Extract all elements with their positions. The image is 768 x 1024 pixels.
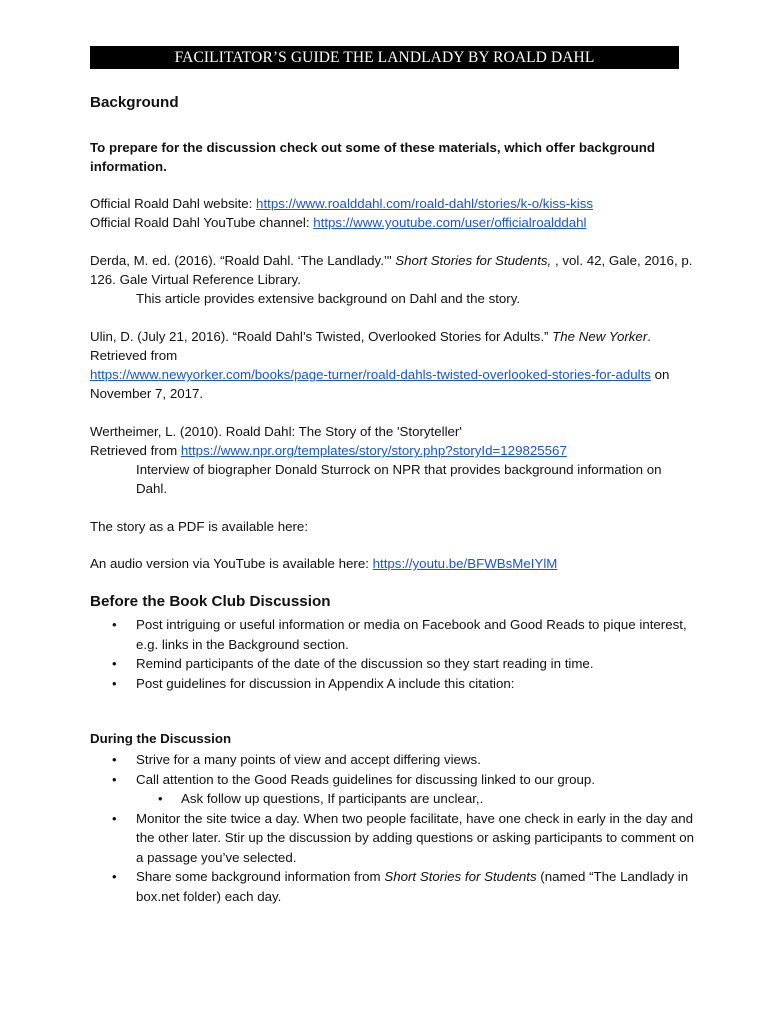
derda-post: , vol. 42, Gale, 2016, p. 126. Gale Virtual Reference Library. [90, 253, 693, 287]
list-item: • Post guidelines for discussion in Appendix A include this citation: [90, 674, 700, 694]
ulin-pre: Ulin, D. (July 21, 2016). “Roald Dahl’s Twisted, Overlooked Stories for Adults.” [90, 329, 553, 344]
derda-note: This article provides extensive background on Dahl and the story. [136, 291, 521, 306]
audio-label: An audio version via YouTube is available here: [90, 556, 373, 571]
document-title: FACILITATOR’S GUIDE THE LANDLADY BY ROALD DAHL [90, 46, 679, 69]
youtube-label: Official Roald Dahl YouTube channel: [90, 215, 314, 230]
share-source: Short Stories for Students [384, 869, 537, 884]
list-item [90, 867, 700, 906]
ulin-link[interactable]: https://www.newyorker.com/books/page-turner/roald-dahls-twisted-overlooked-stories-for-adults [90, 367, 651, 382]
ulin-link-line [90, 365, 670, 403]
before-list [90, 615, 700, 693]
wertheimer-note: Interview of biographer Donald Sturrock on NPR that provides background information on Dahl. [136, 462, 662, 496]
derda-journal: Short Stories for Students, [395, 253, 555, 268]
ulin-citation [90, 327, 700, 346]
website-line [90, 194, 700, 213]
website-label: Official Roald Dahl website: [90, 196, 257, 211]
wertheimer-retrieved: Retrieved from [90, 443, 181, 458]
derda-citation [90, 251, 700, 289]
wertheimer-link[interactable]: https://www.npr.org/templates/story/story.php?storyId=129825567 [180, 443, 567, 458]
website-link[interactable]: https://www.roalddahl.com/roald-dahl/stories/k-o/kiss-kiss [256, 196, 594, 211]
before-heading: Before the Book Club Discussion [90, 593, 331, 610]
ulin-after: on November 7, 2017. [90, 367, 670, 401]
wertheimer-retrieved-line [90, 441, 700, 460]
list-item: • Ask follow up questions, If participants are unclear,. [90, 789, 700, 809]
background-intro: To prepare for the discussion check out some of these materials, which offer background information. [90, 140, 655, 174]
during-heading: During the Discussion [90, 731, 232, 746]
derda-pre: Derda, M. ed. (2016). “Roald Dahl. ‘The Landlady.’" [90, 253, 396, 268]
ulin-post: . [647, 329, 651, 344]
background-heading: Background [90, 94, 179, 111]
list-item: • Monitor the site twice a day. When two people facilitate, have one check in early in the day and the other later. Stir up the discussion by adding questions or asking participants to comment on a passage you’ve selected. [90, 809, 700, 868]
youtube-link[interactable]: https://www.youtube.com/user/officialroalddahl [313, 215, 587, 230]
wertheimer-citation: Wertheimer, L. (2010). Roald Dahl: The Story of the 'Storyteller' [90, 424, 462, 439]
list-item: • Call attention to the Good Reads guidelines for discussing linked to our group. [90, 770, 700, 790]
audio-link[interactable]: https://youtu.be/BFWBsMeIYlM [372, 556, 558, 571]
youtube-line [90, 213, 700, 232]
during-list [90, 750, 700, 906]
pdf-text: The story as a PDF is available here: [90, 519, 309, 534]
list-item: • Remind participants of the date of the discussion so they start reading in time. [90, 654, 700, 674]
share-pre: Share some background information from [136, 869, 385, 884]
list-item: • Strive for a many points of view and accept differing views. [90, 750, 700, 770]
ulin-publication: The New Yorker [552, 329, 648, 344]
share-post: (named “The Landlady in box.net folder) each day. [136, 869, 689, 904]
audio-line [90, 554, 700, 573]
list-item: • Post intriguing or useful information or media on Facebook and Good Reads to pique interest, e.g. links in the Background section. [90, 615, 700, 654]
ulin-retrieved: Retrieved from [90, 348, 178, 363]
